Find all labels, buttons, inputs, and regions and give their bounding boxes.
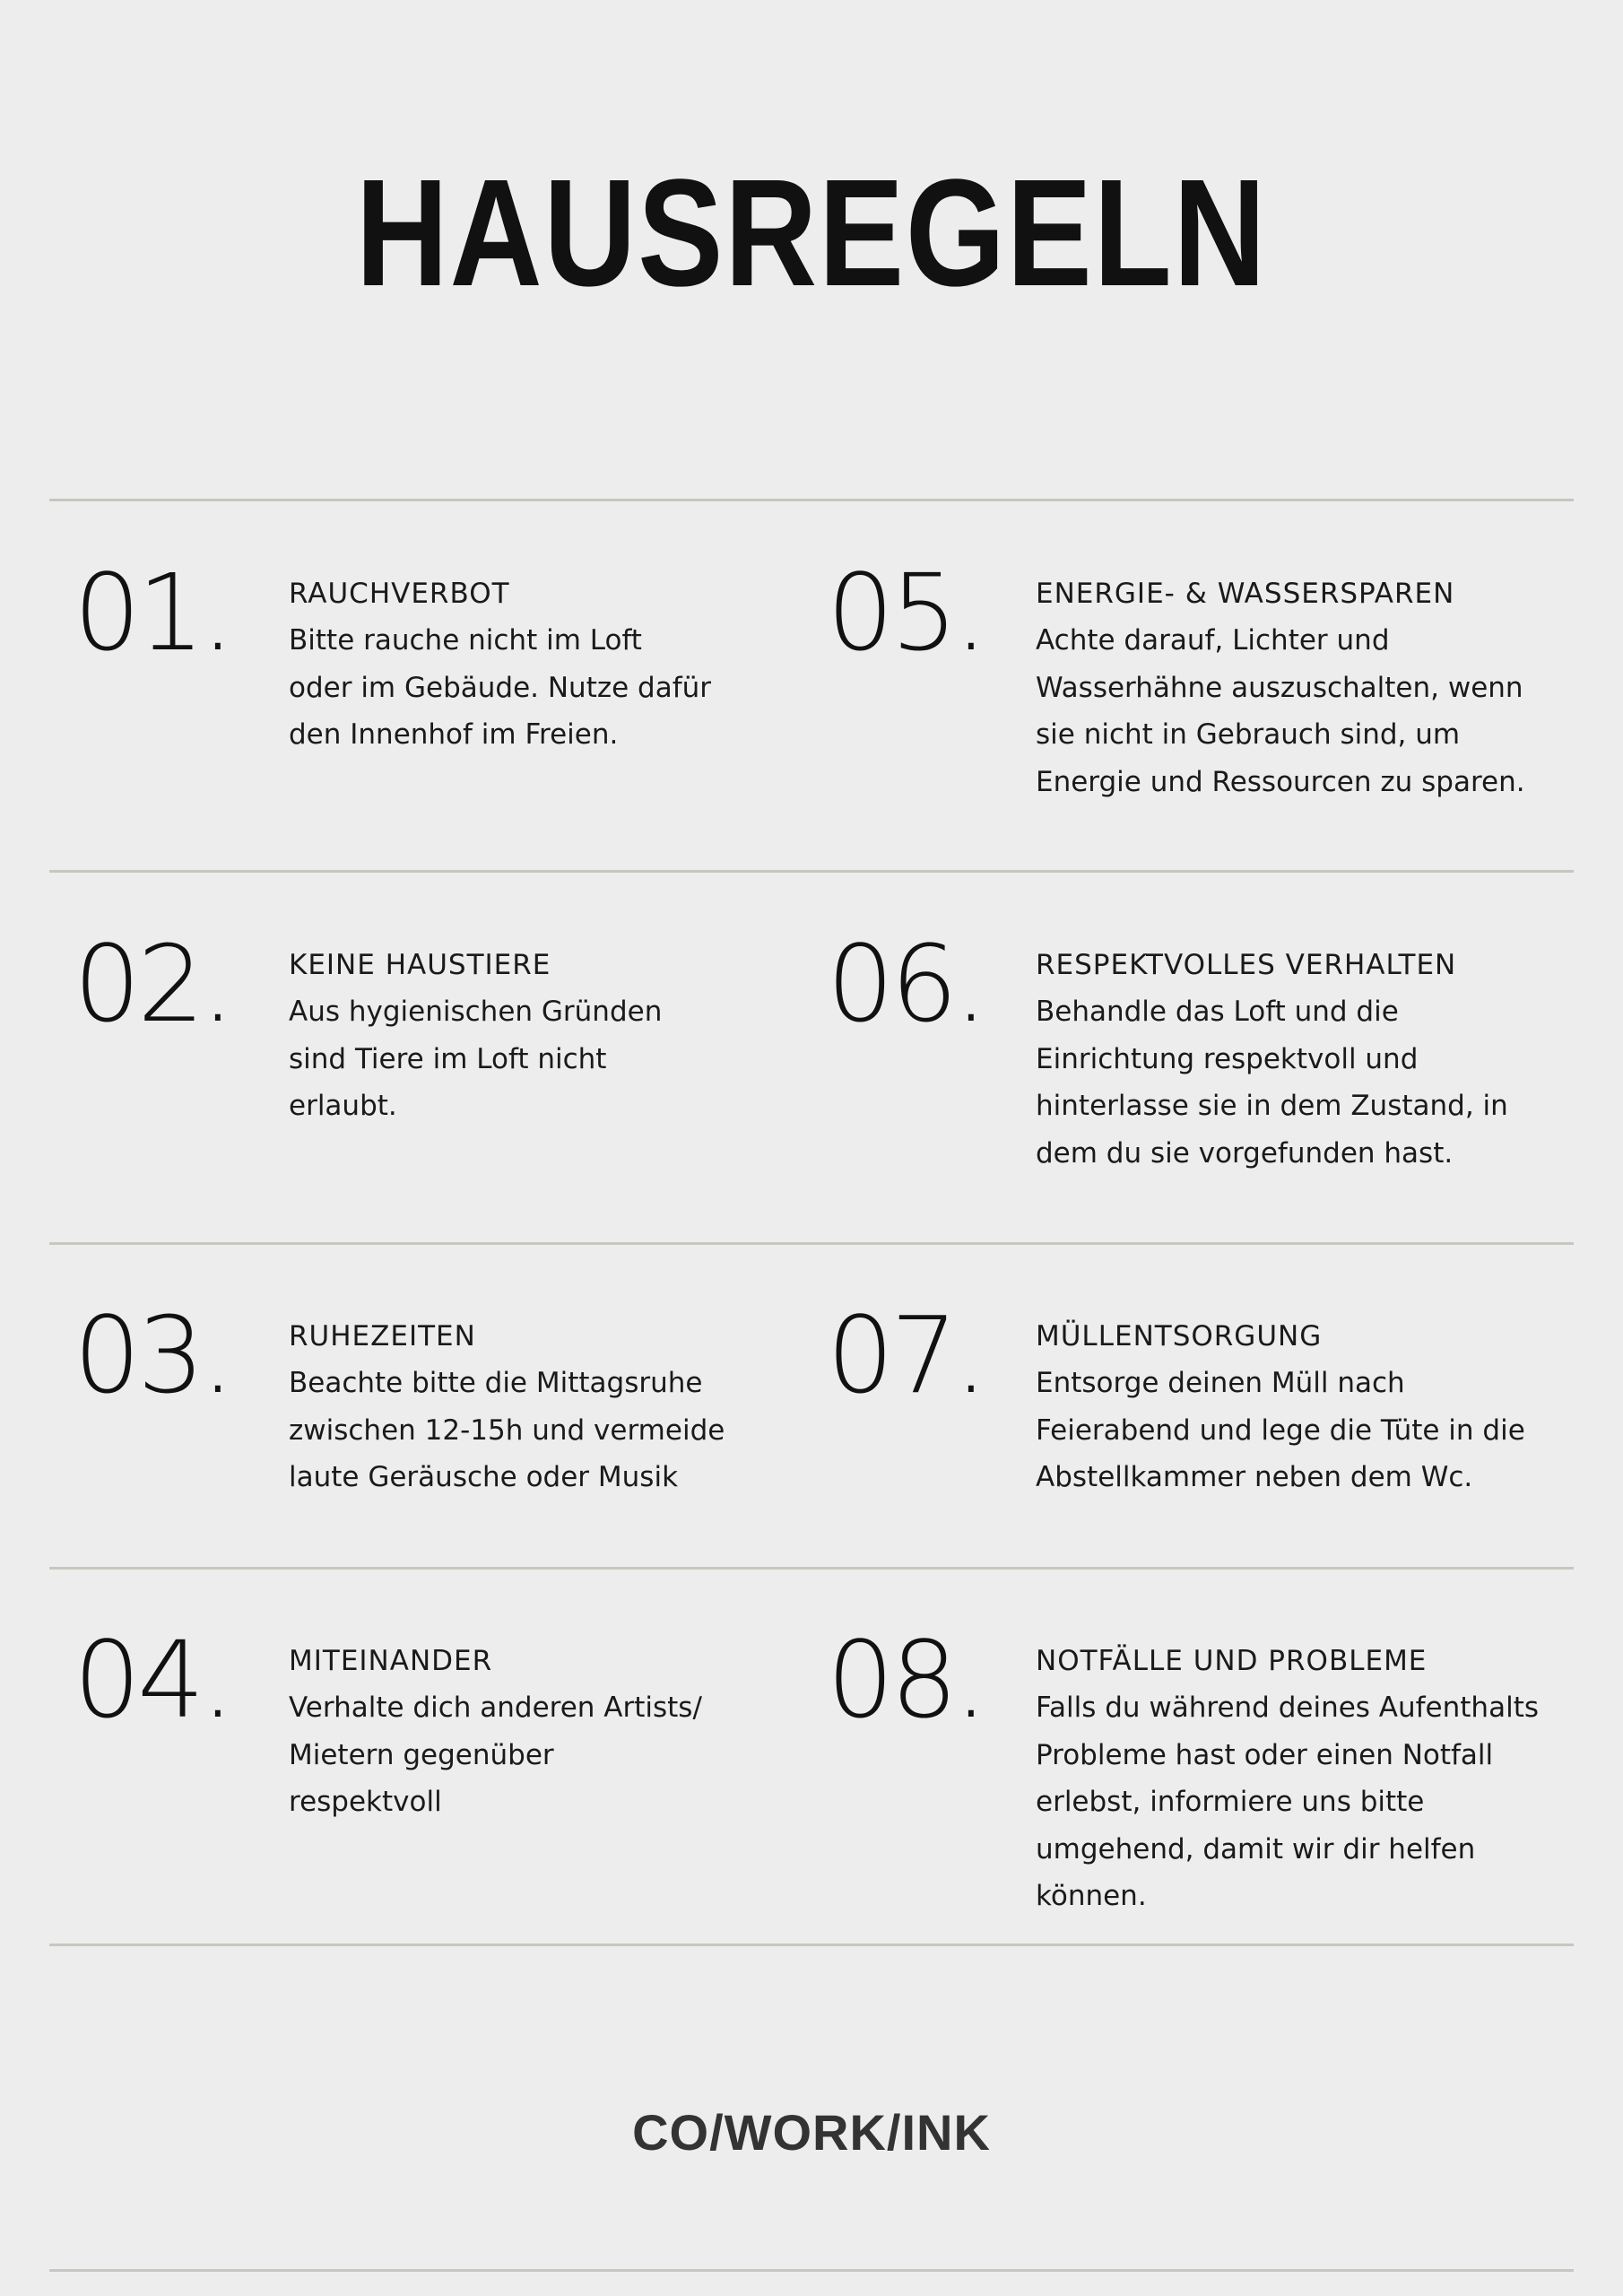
rule-heading: ENERGIE- & WASSERSPAREN (1036, 578, 1455, 610)
rule-heading: RESPEKTVOLLES VERHALTEN (1036, 949, 1457, 981)
divider (49, 1944, 1574, 1946)
rule-number: 07. (827, 1293, 985, 1417)
divider (49, 1567, 1574, 1570)
divider (49, 499, 1574, 501)
rule-text: Verhalte dich anderen Artists/ Mietern gegenüber respektvoll (289, 1692, 702, 1818)
page-title: HAUSREGELN (355, 148, 1268, 318)
rule-heading: MITEINANDER (289, 1645, 493, 1677)
rule-number: 05. (827, 551, 985, 674)
rule-heading: NOTFÄLLE UND PROBLEME (1036, 1645, 1428, 1677)
rule-heading: RAUCHVERBOT (289, 578, 510, 610)
rule-number: 04. (74, 1618, 231, 1742)
rule-text: Bitte rauche nicht im Loft oder im Gebäude. Nutze dafür den Innenhof im Freien. (289, 624, 712, 751)
rule-number: 03. (74, 1293, 231, 1417)
rule-text: Achte darauf, Lichter und Wasserhähne auszuschalten, wenn sie nicht in Gebrauch sind, um Energie und Ressourcen zu sparen. (1036, 624, 1525, 798)
rule-number: 08. (827, 1618, 985, 1742)
rule-text: Beachte bitte die Mittagsruhe zwischen 12-15h und vermeide laute Geräusche oder Musik (289, 1367, 725, 1493)
rule-number: 06. (827, 922, 985, 1046)
brand-logo: CO/WORK/INK (632, 2104, 991, 2161)
divider (49, 2269, 1574, 2272)
divider (49, 1242, 1574, 1245)
rule-heading: MÜLLENTSORGUNG (1036, 1320, 1323, 1352)
divider (49, 870, 1574, 873)
rule-heading: RUHEZEITEN (289, 1320, 476, 1352)
rule-text: Entsorge deinen Müll nach Feierabend und lege die Tüte in die Abstellkammer neben dem Wc. (1036, 1367, 1525, 1493)
rule-text: Falls du während deines Aufenthalts Probleme hast oder einen Notfall erlebst, informiere uns bitte umgehend, damit wir dir helfen können. (1036, 1692, 1539, 1912)
rule-number: 01. (74, 551, 231, 674)
rule-text: Aus hygienischen Gründen sind Tiere im Loft nicht erlaubt. (289, 996, 663, 1122)
rule-heading: KEINE HAUSTIERE (289, 949, 551, 981)
rule-number: 02. (74, 922, 231, 1046)
rule-text: Behandle das Loft und die Einrichtung respektvoll und hinterlasse sie in dem Zustand, in dem du sie vorgefunden hast. (1036, 996, 1508, 1170)
